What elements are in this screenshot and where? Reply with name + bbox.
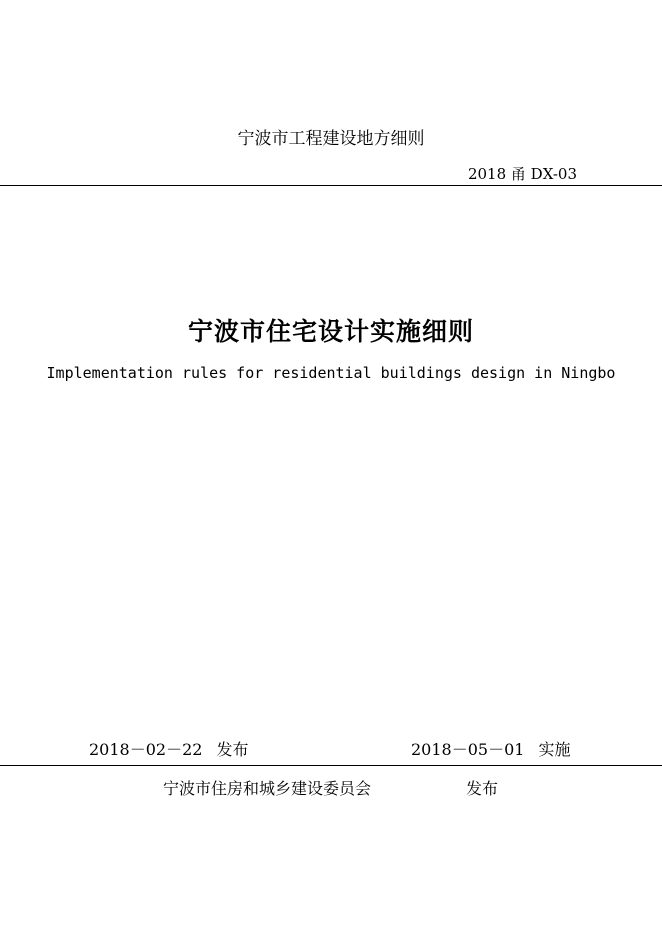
effective-label: 实施: [538, 740, 571, 759]
effective-date-line: [411, 737, 570, 760]
effective-date: 2018－05－01: [411, 740, 525, 759]
series-title: 宁波市工程建设地方细则: [237, 129, 425, 149]
publish-label: 发布: [466, 779, 499, 798]
top-divider: [0, 185, 662, 186]
document-title: 宁波市住宅设计实施细则: [187, 317, 474, 346]
bottom-divider: [0, 765, 662, 766]
issue-date: 2018－02－22: [89, 740, 203, 759]
document-number: 2018 甬 DX-03: [467, 165, 577, 183]
english-title: Implementation rules for residential buildings design in Ningbo: [46, 364, 616, 382]
issue-label: 发布: [216, 740, 249, 759]
issue-date-line: [89, 737, 248, 760]
publisher-name: 宁波市住房和城乡建设委员会: [163, 779, 372, 798]
